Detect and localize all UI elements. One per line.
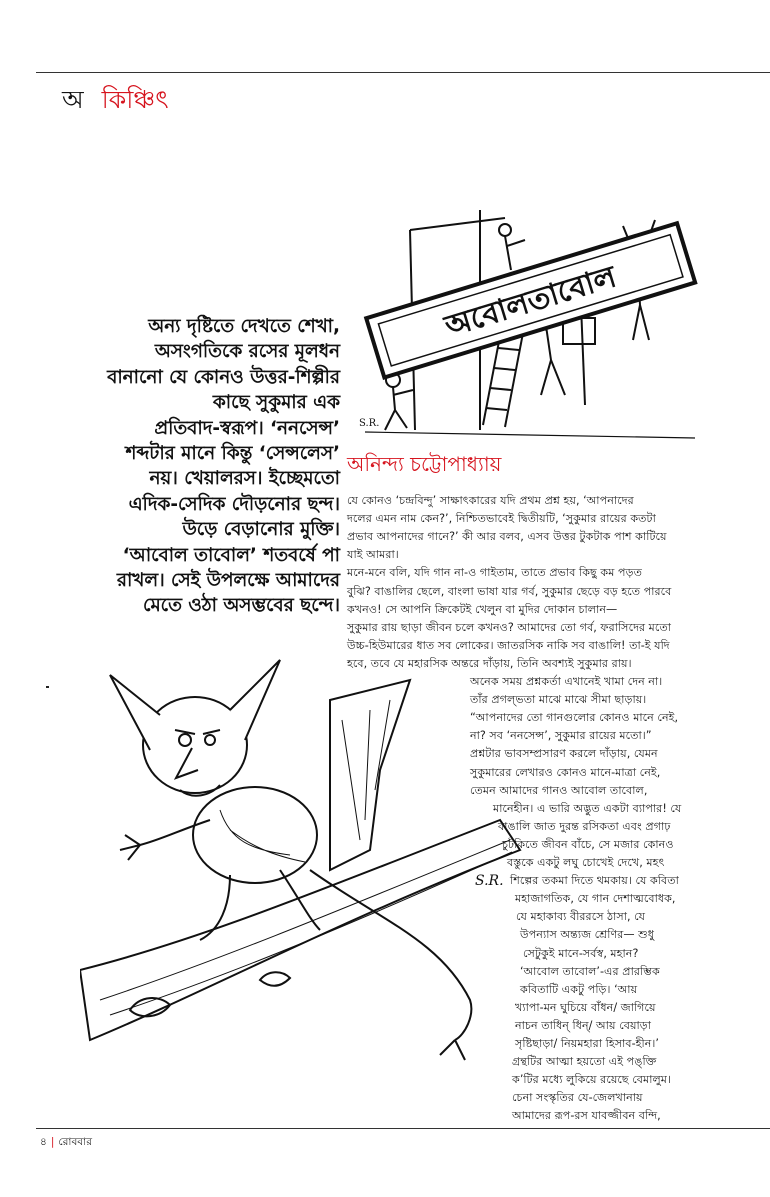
page-number: ৪ <box>40 1136 47 1148</box>
article-line: মহাজাগতিক, যে গান দেশাত্মবোধক, <box>515 892 676 906</box>
pull-quote-line: উড়ে বেড়ানোর মুক্তি। <box>182 519 340 541</box>
article-line: কখনও! সে আপনি ক্রিকেটই খেলুন বা মুদির দোকান চালান— <box>347 602 618 616</box>
pull-quote-line: প্রতিবাদ-স্বরূপ। ‘ননসেন্স’ <box>154 417 340 439</box>
pull-quote-line: ‘আবোল তাবোল’ শতবর্ষে পা <box>122 544 340 566</box>
article-line: নাচন তাধিন্ ধিন্/ আয় বেয়াড়া <box>515 1018 652 1032</box>
footer-separator: | <box>50 1136 55 1148</box>
margin-mark <box>46 686 49 688</box>
pull-quote-line: বানানো যে কোনও উত্তর-শিল্পীর <box>107 366 340 388</box>
article-line: চেনা সংস্কৃতির যে-জেলখানায় <box>512 1091 643 1105</box>
pull-quote-line: মেতে ওঠা অসম্ভবের ছন্দে। <box>143 595 340 617</box>
article-line: চুটকিতে জীবন বাঁচে, সে মজার কোনও <box>502 837 674 851</box>
pull-quote-line: অসংগতিকে রসের মূলধন <box>154 341 340 363</box>
article-line: সুকুমার রায় ছাড়া জীবন চলে কখনও? আমাদের তো গর্ব, ফরাসিদের মতো <box>347 620 672 634</box>
pull-quote-line: অন্য দৃষ্টিতে দেখতে শেখা, <box>148 316 340 337</box>
article-line: উচ্চ-হিউমারের ধাত সব লোকের। জাতরসিক নাকি সব বাঙালি! তা-ই যদি <box>347 638 670 652</box>
article-line: কবিতাটি একটু পড়ি। ‘আয় <box>520 982 638 996</box>
article-line: যে কোনও ‘চন্দ্রবিন্দু’ সাক্ষাৎকারের যদি প্রথম প্রশ্ন হয়, ‘আপনাদের <box>347 494 634 507</box>
magazine-name: রোববার <box>58 1136 92 1148</box>
signboard-text: অবোলতাবোল <box>440 259 621 345</box>
article-line: বাঙালি জাত দুরন্ত রসিকতা এবং প্রগাঢ় <box>498 819 671 833</box>
article-line: উপন্যাস অন্ত্যজ শ্রেণির— শুধু <box>520 928 655 942</box>
article-line: সেটুকুই মানে-সর্বস্ব, মহান? <box>523 946 639 960</box>
article-line: যে মহাকাব্য বীররসে ঠাসা, যে <box>516 910 646 924</box>
article-line: ‘আবোল তাবোল’-এর প্রারম্ভিক <box>520 964 660 978</box>
article-line: শিল্পের তকমা দিতে থমকায়। যে কবিতা <box>510 874 679 888</box>
artist-signature: S.R. <box>359 418 380 429</box>
article-line: দলের এমন নাম কেন?’, নিশ্চিতভাবেই দ্বিতীয়টি, ‘সুকুমার রায়ের কতটা <box>347 512 656 526</box>
top-rule <box>36 72 770 73</box>
article-line: তাঁর প্রগল্ভতা মাঝে মাঝে সীমা ছাড়ায়। <box>470 693 647 707</box>
page-footer <box>40 1135 92 1152</box>
article-line: তেমন আমাদের গানও আবোল তাবোল, <box>470 783 648 797</box>
pull-quote-line: এদিক-সেদিক দৌড়নোর ছন্দ। <box>128 493 340 515</box>
pull-quote-line: শব্দটার মানে কিন্তু ‘সেন্সলেস’ <box>125 443 340 465</box>
article-line: মানেহীন। এ ভারি অদ্ভুত একটা ব্যাপার! যে <box>493 801 682 815</box>
article-line: বস্তুকে একটু লঘু চোখেই দেখে, মহৎ <box>507 856 665 869</box>
creature-illustration <box>80 640 535 1070</box>
pull-quote-line: রাখল। সেই উপলক্ষে আমাদের <box>116 570 340 592</box>
bottom-rule <box>36 1128 770 1129</box>
section-header <box>62 80 169 123</box>
article-line: বুঝি? বাঙালির ছেলে, বাংলা ভাষা যার গর্ব, সুকুমার ছেড়ে বড় হতে পারবে <box>347 584 672 598</box>
article-line: অনেক সময় প্রশ্নকর্তা এখানেই খামা দেন না। <box>470 675 663 688</box>
article-line: প্রশ্নটার ভাবসম্প্রসারণ করলে দাঁড়ায়, যেমন <box>470 747 658 761</box>
article-line: ক’টির মধ্যে লুকিয়ে রয়েছে বেমালুম। <box>512 1073 672 1087</box>
byline: অনিন্দ্য চট্টোপাধ্যায় <box>347 452 502 476</box>
article-line: “আপনাদের তো গানগুলোর কোনও মানে নেই, <box>470 711 678 725</box>
pull-quote-line: কাছে সুকুমার এক <box>212 392 340 414</box>
article-line: আমাদের রূপ-রস যাবজ্জীবন বন্দি, <box>512 1109 661 1123</box>
article-line: মনে-মনে বলি, যদি গান না-ও গাইতাম, তাতে প্রভাব কিছু কম পড়ত <box>347 566 642 580</box>
article-line: প্রভাব আপনাদের গানে?’ কী আর বলব, এসব উত্তর টুকটাক পাশ কাটিয়ে <box>347 530 667 544</box>
article-line: সৃষ্টিছাড়া/ নিয়মহারা হিসাব-হীন।’ <box>515 1037 659 1050</box>
article-line: যাই আমরা। <box>347 548 399 562</box>
article-line: সুকুমারের লেখারও কোনও মানে-মাত্রা নেই, <box>470 765 661 779</box>
section-title: কিঞ্চিৎ <box>101 85 169 114</box>
article-line: গ্রন্থটির আত্মা হয়তো এই পঙ্‌ক্তি <box>512 1055 657 1069</box>
pull-quote <box>32 314 340 619</box>
article-line: না? সব ‘ননসেন্স’, সুকুমার রায়ের মতো।” <box>470 729 652 743</box>
article-line: খ্যাপা-মন ঘুচিয়ে বাঁধন/ জাগিয়ে <box>515 1000 656 1014</box>
section-prefix: অ <box>62 85 84 114</box>
signboard-illustration <box>355 190 705 445</box>
pull-quote-line: নয়। খেয়ালরস। ইচ্ছেমতো <box>149 468 340 490</box>
article-line: হবে, তবে যে মহারসিক অন্তরে দাঁড়ায়, তিনি অবশ্যই সুকুমার রায়। <box>347 656 632 670</box>
artist-signature: S.R. <box>475 873 504 889</box>
